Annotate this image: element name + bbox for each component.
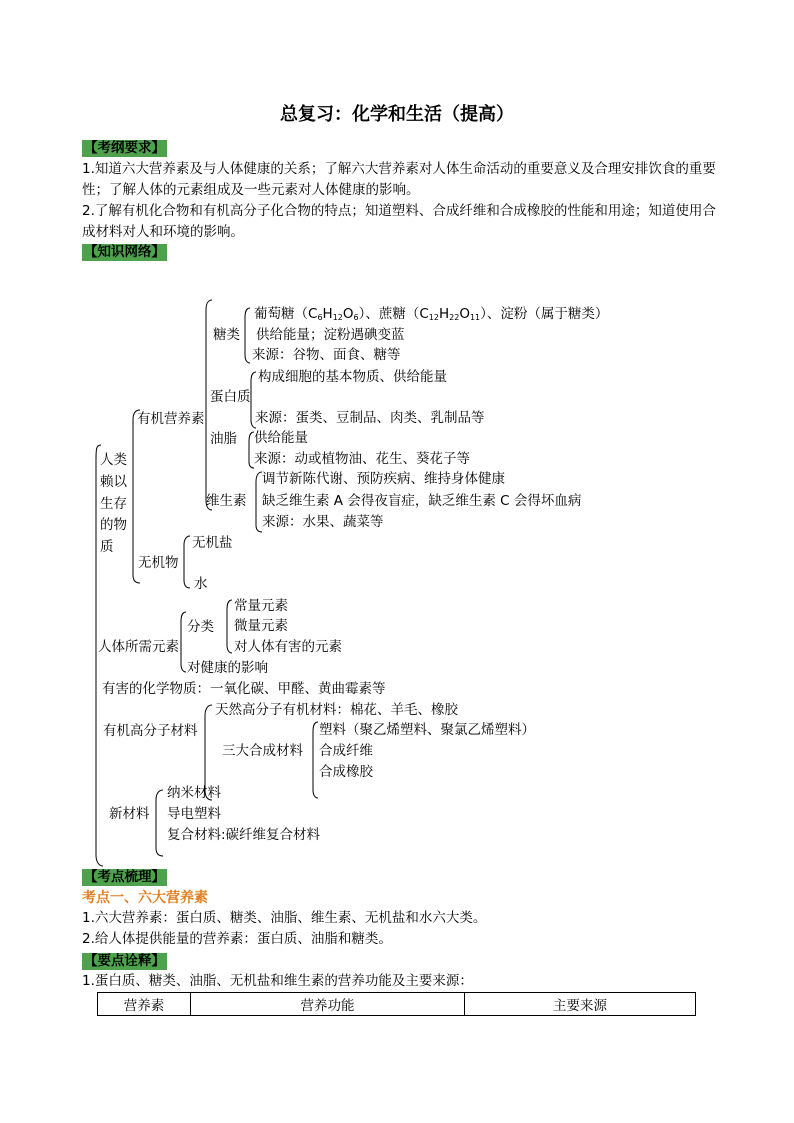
section-kaogang: 【考纲要求】 [84,140,165,156]
body-elements: 人体所需元素 [98,639,179,655]
conductive-plastic: 导电塑料 [167,806,221,822]
protein-line-1: 构成细胞的基本物质、供给能量 [258,369,447,385]
harmful-chemicals: 有害的化学物质：一氧化碳、甲醛、黄曲霉素等 [102,681,386,697]
kaogang-item-2: 2.了解有机化合物和有机高分子化合物的特点；知道塑料、合成纤维和合成橡胶的性能和用途；知道使用合成材料对人和环境的影响。 [82,203,716,240]
sugar-brace [245,308,250,363]
root-label-2: 赖以 [100,474,127,490]
newmat-brace [156,790,163,856]
organic-nutrients: 有机营养素 [137,411,205,427]
sugar-line-3: 来源：谷物、面食、糖等 [252,347,401,363]
major-elements: 常量元素 [234,598,288,614]
root-label-5: 质 [100,539,114,555]
root-label-3: 生存 [100,496,127,512]
water: 水 [194,576,208,592]
table-header-source: 主要来源 [465,993,696,1016]
nutrient-table [97,992,696,1016]
composite-materials: 复合材料:碳纤维复合材料 [167,827,321,843]
natural-polymer: 天然高分子有机材料：棉花、羊毛、橡胶 [215,702,458,718]
inorganic-salt: 无机盐 [192,535,233,551]
section-network: 【知识网络】 [84,244,165,260]
section-explain: 【要点诠释】 [84,953,165,969]
sugar-line-2: 供给能量；淀粉遇碘变蓝 [256,327,405,343]
fat-line-2: 来源：动或植物油、花生、葵花子等 [254,451,470,467]
fat-line-1: 供给能量 [254,430,308,446]
body-brace [181,612,186,672]
synthetic-fiber: 合成纤维 [319,743,373,759]
table-header-row [98,993,696,1016]
harmful-elements: 对人体有害的元素 [234,639,342,655]
new-materials: 新材料 [109,806,150,822]
nutrient-brace [206,300,212,510]
fat-label: 油脂 [210,431,237,447]
kaodian-1-item-2: 2.给人体提供能量的营养素：蛋白质、油脂和糖类。 [82,931,392,947]
protein-line-2: 来源：蛋类、豆制品、肉类、乳制品等 [255,410,485,426]
kaogang-item-1: 1.知道六大营养素及与人体健康的关系；了解六大营养素对人体生命活动的重要意义及合理安排饮食的重要性；了解人体的元素组成及一些元素对人体健康的影响。 [82,161,716,198]
page-title: 总复习：化学和生活（提高） [280,104,514,125]
table-header-function: 营养功能 [191,993,465,1016]
table-header-nutrient: 营养素 [98,993,191,1016]
inorganic-label: 无机物 [138,555,179,571]
protein-label: 蛋白质 [210,389,251,405]
nano-materials: 纳米材料 [167,785,221,801]
kaodian-1-heading: 考点一、六大营养素 [82,890,208,906]
classify-brace [227,600,232,653]
section-points: 【考点梳理】 [84,869,165,885]
vitamin-line-1: 调节新陈代谢、预防疾病、维持身体健康 [262,471,505,487]
synthetic-materials: 三大合成材料 [222,743,303,759]
kaodian-1-item-1: 1.六大营养素：蛋白质、糖类、油脂、维生素、无机盐和水六大类。 [82,910,487,926]
vitamin-line-2: 缺乏维生素 A 会得夜盲症，缺乏维生素 C 会得坏血病 [262,493,582,509]
sugar-line-1: 葡萄糖$(C_6H_{12}O_6)$、蔗糖$(C_{12}H_{22}O_{11})$、淀粉（属于糖类） [254,306,609,322]
root-label-4: 的物 [100,517,127,533]
vitamin-label: 维生素 [206,493,247,509]
explain-item-1: 1.蛋白质、糖类、油脂、无机盐和维生素的营养功能及主要来源： [82,973,473,989]
polymer-materials: 有机高分子材料 [103,723,198,739]
trace-elements: 微量元素 [234,618,288,634]
synthetic-rubber: 合成橡胶 [319,764,373,780]
vitamin-line-3: 来源：水果、蔬菜等 [262,514,384,530]
plastic: 塑料（聚乙烯塑料、聚氯乙烯塑料） [319,722,535,738]
classify-label: 分类 [187,619,214,635]
root-label-1: 人类 [100,452,127,468]
synthetic-brace [313,722,318,798]
health-impact: 对健康的影响 [187,660,268,676]
sugar-label: 糖类 [213,327,240,343]
inorganic-brace [184,536,190,588]
